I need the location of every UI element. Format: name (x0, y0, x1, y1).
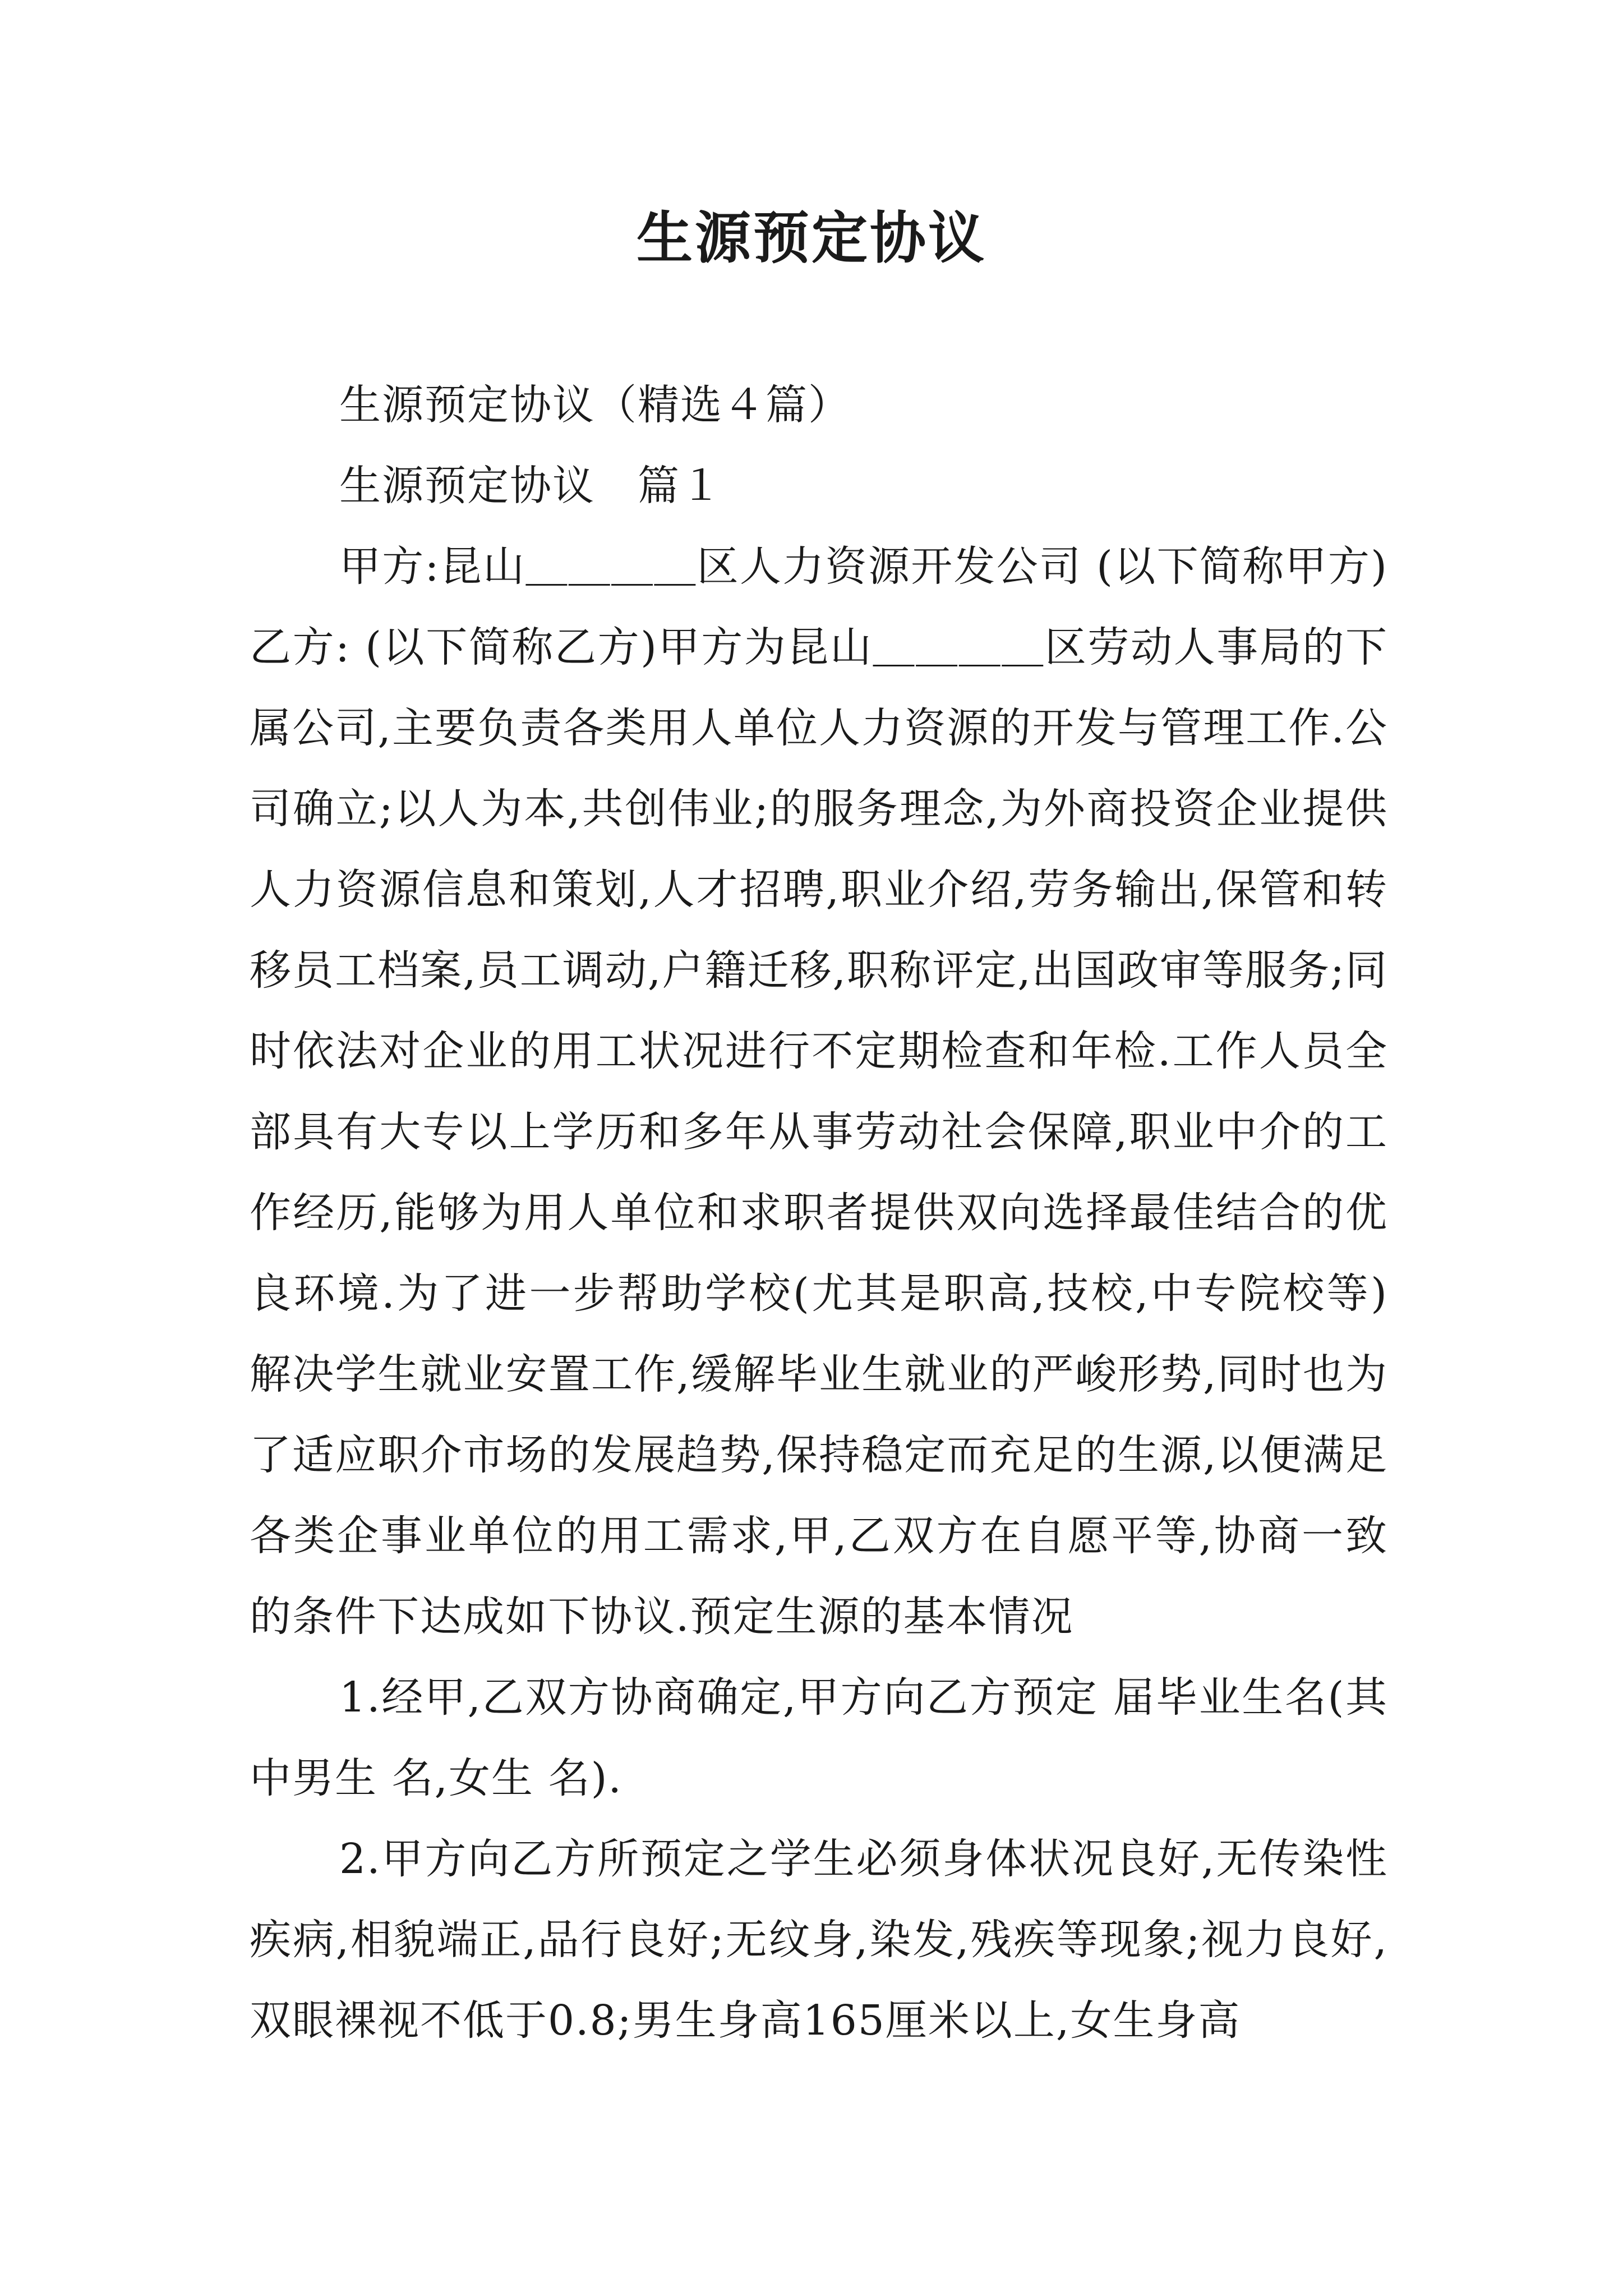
document-body (250, 365, 1388, 2061)
paragraph-parties: 甲方:昆山＿＿＿＿区人力资源开发公司 (以下简称甲方)乙方: (以下简称乙方)甲方为昆山＿＿＿＿区劳动人事局的下属公司,主要负责各类用人单位人力资源的开发与管理工作.公司确立;以人为本,共创伟业;的服务理念,为外商投资企业提供人力资源信息和策划,人才招聘,职业介绍,劳务输出,保管和转移员工档案,员工调动,户籍迁移,职称评定,出国政审等服务;同时依法对企业的用工状况进行不定期检查和年检.工作人员全部具有大专以上学历和多年从事劳动社会保障,职业中介的工作经历,能够为用人单位和求职者提供双向选择最佳结合的优良环境.为了进一步帮助学校(尤其是职高,技校,中专院校等)解决学生就业安置工作,缓解毕业生就业的严峻形势,同时也为了适应职介市场的发展趋势,保持稳定而充足的生源,以便满足各类企事业单位的用工需求,甲,乙双方在自愿平等,协商一致的条件下达成如下协议.预定生源的基本情况 (250, 542, 1388, 1641)
document-title: 生源预定协议 (637, 205, 986, 271)
document-subtitle: 生源预定协议（精选４篇） (339, 381, 851, 429)
paragraph-clause-2: 2.甲方向乙方所预定之学生必须身体状况良好,无传染性疾病,相貌端正,品行良好;无纹身,染发,残疾等现象;视力良好,双眼裸视不低于0.8;男生身高165厘米以上,女生身高 (250, 1835, 1388, 2045)
section-heading: 生源预定协议 篇１ (339, 462, 723, 510)
paragraph-clause-1: 1.经甲,乙双方协商确定,甲方向乙方预定 届毕业生名(其中男生 名,女生 名). (250, 1673, 1388, 1802)
